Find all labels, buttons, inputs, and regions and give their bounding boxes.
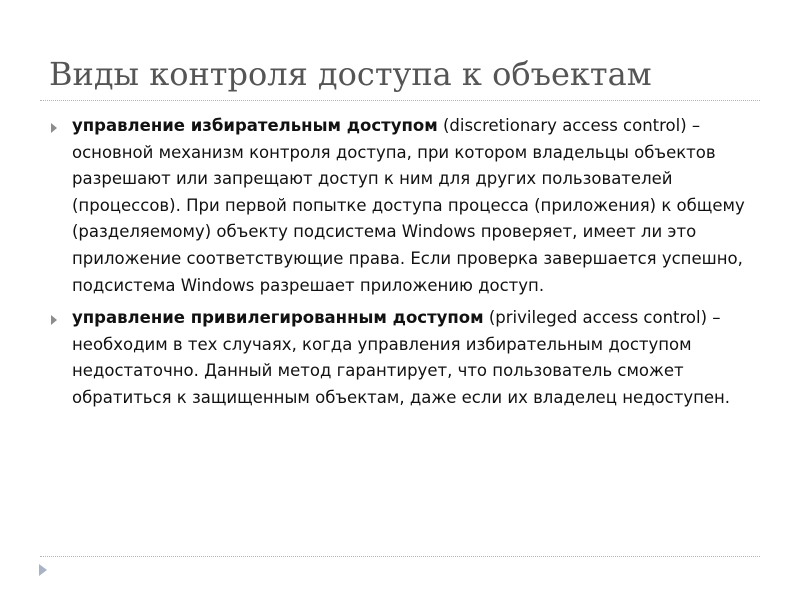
title-divider [40, 100, 760, 101]
bullet-item-discretionary [0, 113, 800, 299]
bullet-list [0, 113, 800, 418]
bullet-text [72, 305, 764, 411]
bullet-item-privileged [0, 305, 800, 411]
triangle-right-icon [51, 315, 57, 325]
bullet-term: управление привилегированным доступом [72, 308, 484, 328]
next-slide-arrow-icon[interactable] [39, 564, 47, 576]
slide-title: Виды контроля доступа к объектам [49, 55, 652, 93]
bullet-description: (privileged access control) – необходим в тех случаях, когда управления избирательным доступом недостаточно. Данный метод гарантирует, что пользователь сможет обратиться к защищенным объектам, даже если их владелец недоступен. [72, 308, 731, 407]
triangle-right-icon [51, 123, 57, 133]
bullet-description: (discretionary access control) – основной механизм контроля доступа, при котором владельцы объектов разрешают или запрещают доступ к ним для других пользователей (процессов). При первой попытке доступа процесса (приложения) к общему (разделяемому) объекту подсистема Windows проверяет, имеет ли это приложение соответствующие права. Если проверка завершается успешно, подсистема Windows разрешает приложению доступ. [72, 116, 745, 295]
bullet-term: управление избирательным доступом [72, 116, 438, 135]
footer-divider [40, 556, 760, 557]
bullet-text [72, 113, 764, 299]
